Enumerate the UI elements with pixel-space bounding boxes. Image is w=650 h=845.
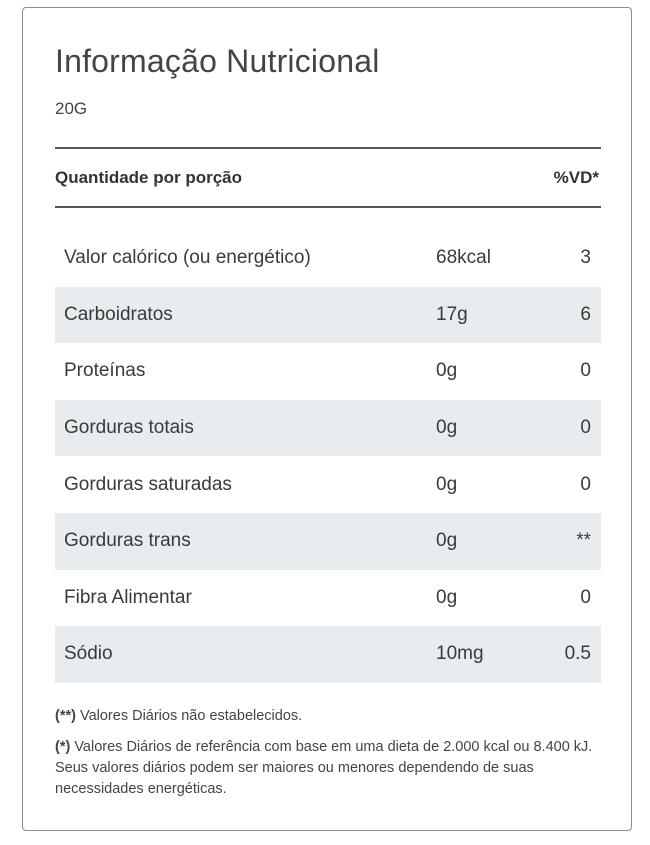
nutrient-amount: 10mg	[436, 643, 484, 665]
nutrient-amount: 0g	[436, 417, 458, 439]
footnote-not-established	[55, 706, 601, 727]
nutrient-vd: 6	[580, 303, 591, 325]
nutrient-vd: 0	[580, 417, 591, 439]
page-title: Informação Nutricional	[55, 43, 380, 79]
nutrient-name: Gorduras trans	[64, 530, 191, 552]
nutrient-amount: 0g	[436, 473, 458, 495]
nutrient-amount: 0g	[436, 360, 458, 382]
vd-header: %VD*	[553, 168, 599, 187]
table-row	[55, 230, 601, 287]
nutrient-amount: 0g	[436, 586, 458, 608]
nutrient-vd: 3	[580, 247, 591, 269]
footnotes	[55, 706, 601, 810]
table-row	[55, 400, 601, 457]
table-header	[55, 149, 601, 207]
nutrient-vd: 0.5	[564, 643, 591, 665]
nutrient-vd: **	[576, 530, 591, 552]
nutrient-amount: 0g	[436, 530, 458, 552]
table-row	[55, 343, 601, 400]
footnote-reference-values	[55, 737, 601, 800]
table-row	[55, 456, 601, 513]
footnote-marker: (*)	[55, 739, 71, 755]
nutrient-name: Valor calórico (ou energético)	[64, 247, 311, 269]
footnote-marker: (**)	[55, 708, 76, 724]
nutrient-name: Sódio	[64, 643, 113, 665]
table-row	[55, 626, 601, 683]
table-row	[55, 570, 601, 627]
nutrient-vd: 0	[580, 360, 591, 382]
header-bottom-divider	[55, 206, 601, 208]
quantity-header: Quantidade por porção	[55, 168, 243, 187]
nutrient-vd: 0	[580, 586, 591, 608]
nutrient-vd: 0	[580, 473, 591, 495]
nutrient-amount: 17g	[436, 303, 468, 325]
nutrient-name: Gorduras saturadas	[64, 473, 232, 495]
table-row	[55, 287, 601, 344]
nutrient-name: Carboidratos	[64, 303, 173, 325]
nutrition-card	[22, 7, 632, 831]
footnote-text: Valores Diários de referência com base em uma dieta de 2.000 kcal ou 8.400 kJ. Seus valores diários podem ser maiores ou menores dependendo de suas necessidades energéticas.	[55, 739, 593, 797]
nutrient-name: Proteínas	[64, 360, 146, 382]
nutrient-amount: 68kcal	[436, 247, 491, 269]
portion-size: 20G	[55, 99, 88, 118]
nutrient-name: Fibra Alimentar	[64, 586, 192, 608]
nutrient-name: Gorduras totais	[64, 417, 194, 439]
nutrition-table	[55, 230, 601, 683]
footnote-text: Valores Diários não estabelecidos.	[75, 708, 303, 724]
table-row	[55, 513, 601, 570]
